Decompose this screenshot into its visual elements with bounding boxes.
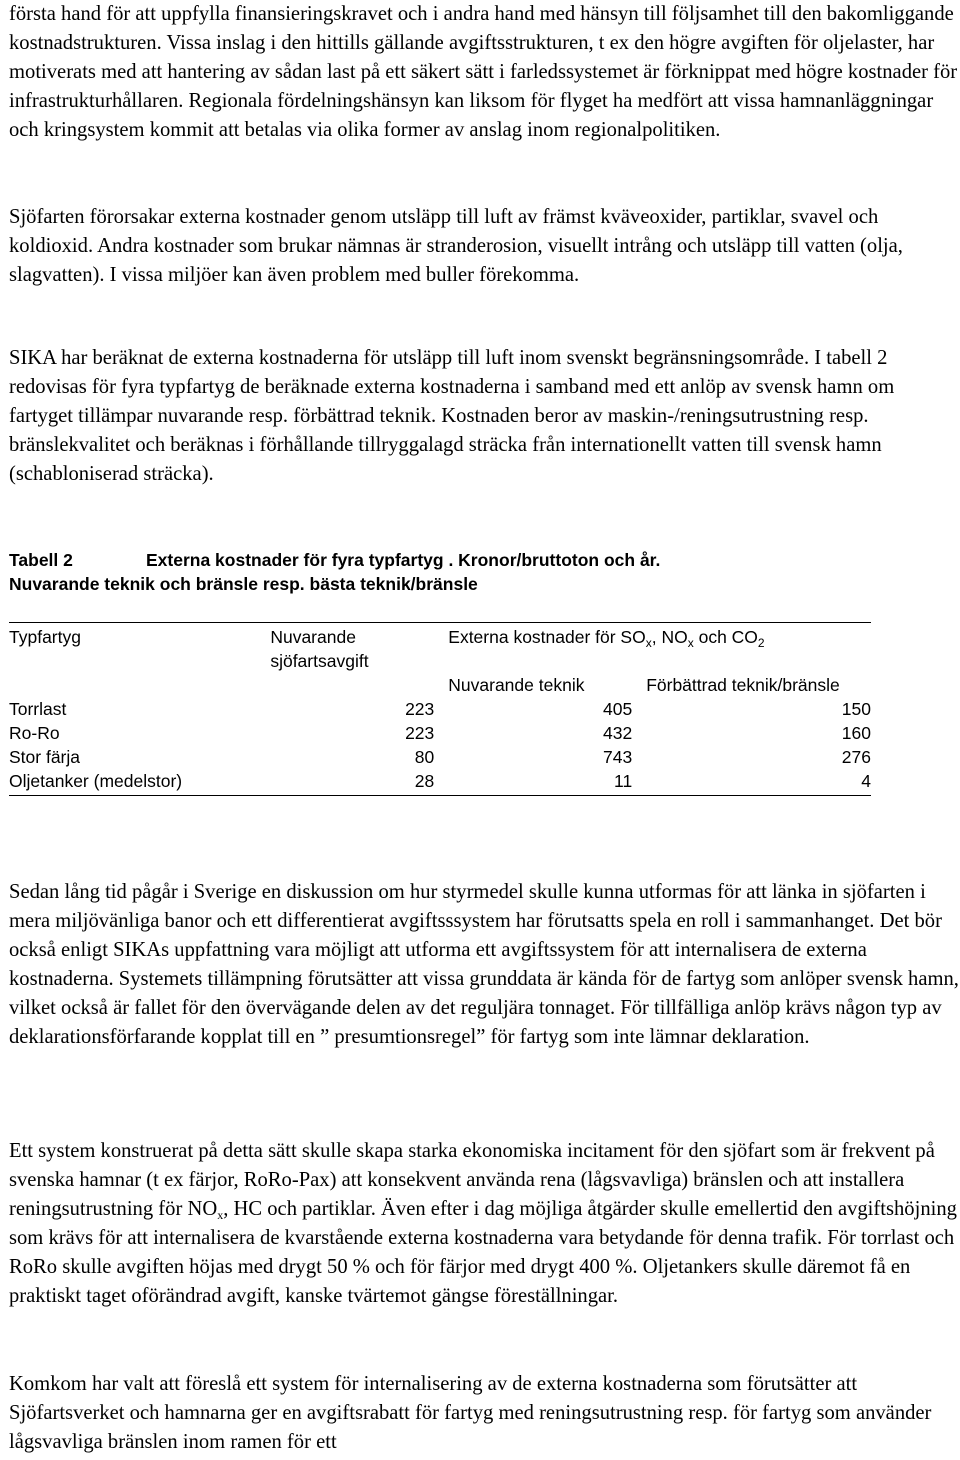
cell-ship-type: Stor färja — [9, 747, 80, 767]
header-current-tech: Nuvarande teknik — [448, 675, 585, 695]
table-row — [9, 769, 871, 796]
table-subtitle: Nuvarande teknik och bränsle resp. bästa teknik/bränsle — [9, 574, 478, 594]
paragraph-komkom — [9, 1370, 959, 1457]
paragraph-discussion — [9, 878, 959, 1052]
paragraph-text: första hand för att uppfylla finansieringskravet och i andra hand med hänsyn till följsamhet till den bakomliggande kostnadstrukturen. Vissa inslag i den hittills gällande avgiftsstrukturen, t ex den högre avgiften för oljelaster, har motiverats med att hantering av sådan last på ett säkert sätt i farledssystemet är förknippat med högre kostnader för infrastrukturhållaren. Regionala fördelningshänsyn kan liksom för flyget ha medfört att vissa hamnanläggningar och kringsystem kommit att betalas via olika former av anslag inom regionalpolitiken. — [9, 3, 958, 141]
table-title: Externa kostnader för fyra typfartyg . Kronor/bruttoton och år. — [146, 550, 661, 570]
table-row — [9, 745, 871, 769]
paragraph-incentives — [9, 1137, 959, 1311]
cell-current: 11 — [434, 769, 632, 796]
paragraph-text: Komkom har valt att föreslå ett system för internalisering av de externa kostnaderna som förutsätter att Sjöfartsverket och hamnarna ger en avgiftsrabatt för fartyg med reningsutrustning resp. för fartyg som använder lågsvavliga bränslen inom ramen för ett — [9, 1373, 932, 1453]
cell-fee: 80 — [414, 747, 435, 767]
cell-fee: 223 — [405, 699, 435, 719]
table-row — [9, 721, 871, 745]
paragraph-financing — [9, 0, 959, 145]
header-fee: Nuvarande sjöfartsavgift — [270, 623, 434, 698]
table-header-row — [9, 623, 871, 650]
paragraph-text: SIKA har beräknat de externa kostnaderna för utsläpp till luft inom svenskt begränsningsområde. I tabell 2 redovisas för fyra typfartyg de beräknade externa kostnaderna i samband med ett anlöp av svensk hamn om fartyget tillämpar nuvarande resp. förbättrad teknik. Kostnaden beror av maskin-/reningsutrustning resp. bränslekvalitet och beräknas i förhållande tillryggalagd sträcka från internationellt vatten till svensk hamn (schabloniserad sträcka). — [9, 347, 895, 485]
cell-improved: 150 — [841, 699, 871, 719]
cell-improved: 4 — [632, 769, 871, 796]
paragraph-text: Ett system konstruerat på detta sätt skulle skapa starka ekonomiska incitament för den sjöfart som är frekvent på svenska hamnar (t ex färjor, RoRo-Pax) att konsekvent använda rena (lågsvavliga) bränslen och att installera reningsutrustning för $NO_x$, HC och partiklar. Även efter i dag möjliga åtgärder skulle emellertid den avgiftshöjning som krävs för att internalisera de kvarstående externa kostnaderna vara betydande för denna trafik. För torrlast och RoRo skulle avgiften höjas med drygt 50 % och för färjor med drygt 400 %. Oljetankers skulle däremot få en praktiskt taget oförändrad avgift, kanske tvärtemot gängse föreställningar. — [9, 1140, 957, 1307]
cell-improved: 160 — [841, 723, 871, 743]
paragraph-sika — [9, 344, 959, 489]
table-number: Tabell 2 — [9, 550, 73, 570]
cell-fee: 28 — [270, 769, 434, 796]
paragraph-text: Sedan lång tid pågår i Sverige en diskussion om hur styrmedel skulle kunna utformas för att länka in sjöfarten i mera miljövänliga banor och ett differentierat avgiftsssystem har förutsatts spela en roll i sammanhanget. Det bör också enligt SIKAs uppfattning vara möjligt att utforma ett avgiftssystem för att internalisera de externa kostnaderna. Systemets tillämpning förutsätter att vissa grunddata är kända för de fartyg som anlöper svensk hamn, vilket också är fallet för den övervägande delen av det reguljära tonnaget. För tillfälliga anlöp krävs någon typ av deklarationsförfarande kopplat till en ” presumtionsregel” för fartyg som inte lämnar deklaration. — [9, 881, 959, 1048]
table-caption — [9, 548, 660, 596]
cell-ship-type: Torrlast — [9, 699, 67, 719]
cell-current: 405 — [602, 699, 633, 719]
paragraph-text: Sjöfarten förorsakar externa kostnader genom utsläpp till luft av främst kväveoxider, partiklar, svavel och koldioxid. Andra kostnader som brukar nämnas är stranderosion, visuellt intrång och utsläpp till vatten (olja, slagvatten). I vissa miljöer kan även problem med buller förekomma. — [9, 206, 903, 286]
header-improved-tech: Förbättrad teknik/bränsle — [646, 675, 840, 695]
cell-ship-type: Oljetanker (medelstor) — [9, 769, 270, 796]
header-external-costs: Externa kostnader för $SO_x$, $NO_x$ och $CO_2$ — [434, 623, 871, 650]
table-row — [9, 697, 871, 721]
cell-fee: 223 — [405, 723, 435, 743]
cell-current: 743 — [602, 747, 633, 767]
paragraph-external-costs — [9, 203, 959, 290]
header-typfartyg: Typfartyg — [9, 623, 270, 698]
cell-ship-type: Ro-Ro — [9, 723, 60, 743]
cell-current: 432 — [602, 723, 633, 743]
cell-improved: 276 — [841, 747, 871, 767]
cost-table — [9, 622, 871, 796]
